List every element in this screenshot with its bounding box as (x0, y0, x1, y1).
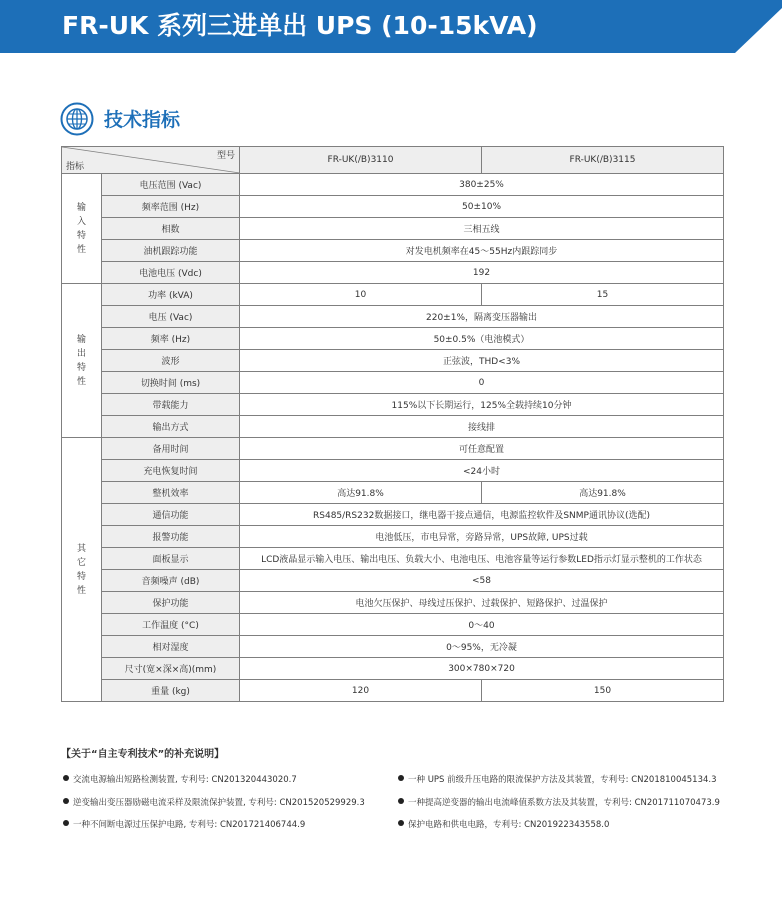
model-header: FR-UK(/B)3110 (240, 147, 482, 174)
spec-table (61, 146, 724, 702)
table-row (62, 262, 724, 284)
param-name-cell: 通信功能 (102, 504, 240, 526)
table-row (62, 614, 724, 636)
table-row (62, 570, 724, 592)
value-cell: 15 (482, 284, 724, 306)
bullet-icon (398, 798, 404, 804)
value-cell: 高达91.8% (482, 482, 724, 504)
value-cell: 150 (482, 680, 724, 702)
param-name-cell: 充电恢复时间 (102, 460, 240, 482)
patent-note-text: 逆变输出变压器励磁电流采样及限流保护装置, 专利号: CN201520529929.3 (73, 798, 365, 808)
param-name-cell: 油机跟踪功能 (102, 240, 240, 262)
param-name-cell: 功率 (kVA) (102, 284, 240, 306)
table-row (62, 306, 724, 328)
table-row (62, 504, 724, 526)
table-row (62, 328, 724, 350)
patent-note (63, 796, 365, 808)
table-row (62, 196, 724, 218)
param-name-cell: 尺寸(宽×深×高)(mm) (102, 658, 240, 680)
table-header-row (62, 147, 724, 174)
value-cell: 120 (240, 680, 482, 702)
patent-note (398, 796, 720, 808)
section-title: 技术指标 (104, 109, 181, 131)
value-cell: 对发电机频率在45～55Hz内跟踪同步 (240, 240, 724, 262)
table-row (62, 680, 724, 702)
value-cell: 高达91.8% (240, 482, 482, 504)
group-label-cell (62, 438, 102, 702)
param-name-cell: 音频噪声 (dB) (102, 570, 240, 592)
patent-note-text: 一种 UPS 前级升压电路的限流保护方法及其装置，专利号: CN201810045134.3 (408, 775, 717, 785)
value-cell: 10 (240, 284, 482, 306)
table-row (62, 548, 724, 570)
patent-note (398, 818, 609, 830)
patent-note (398, 773, 717, 785)
table-row (62, 482, 724, 504)
param-name-cell: 保护功能 (102, 592, 240, 614)
notes-title: 【关于“自主专利技术”的补充说明】 (61, 749, 225, 760)
value-cell: 192 (240, 262, 724, 284)
param-name-cell: 备用时间 (102, 438, 240, 460)
group-label-cell (62, 284, 102, 438)
param-name-cell: 电压范围 (Vac) (102, 174, 240, 196)
param-name-cell: 面板显示 (102, 548, 240, 570)
value-cell: 正弦波，THD<3% (240, 350, 724, 372)
table-row (62, 526, 724, 548)
value-cell: 220±1%，隔离变压器输出 (240, 306, 724, 328)
group-label: 输出特性 (76, 334, 86, 387)
param-name-cell: 整机效率 (102, 482, 240, 504)
table-row (62, 372, 724, 394)
group-label: 输入特性 (76, 202, 86, 255)
bullet-icon (63, 820, 69, 826)
param-name-cell: 相数 (102, 218, 240, 240)
param-name-cell: 频率范围 (Hz) (102, 196, 240, 218)
param-name-cell: 带载能力 (102, 394, 240, 416)
patent-note (63, 818, 305, 830)
value-cell: 0～40 (240, 614, 724, 636)
param-name-cell: 波形 (102, 350, 240, 372)
value-cell: <24小时 (240, 460, 724, 482)
value-cell: 可任意配置 (240, 438, 724, 460)
table-row (62, 394, 724, 416)
value-cell: 50±10% (240, 196, 724, 218)
value-cell: 50±0.5%（电池模式） (240, 328, 724, 350)
value-cell: 接线排 (240, 416, 724, 438)
value-cell: 115%以下长期运行，125%全载持续10分钟 (240, 394, 724, 416)
patent-note-text: 交流电源输出短路检测装置, 专利号: CN201320443020.7 (73, 775, 297, 785)
group-label-cell (62, 174, 102, 284)
value-cell: 电池欠压保护、母线过压保护、过载保护、短路保护、过温保护 (240, 592, 724, 614)
corner-model-label: 型号 (216, 151, 235, 161)
value-cell: 0～95%，无冷凝 (240, 636, 724, 658)
bullet-icon (398, 820, 404, 826)
table-row (62, 416, 724, 438)
table-row (62, 658, 724, 680)
table-row (62, 636, 724, 658)
bullet-icon (63, 798, 69, 804)
value-cell: 电池低压，市电异常，旁路异常，UPS故障, UPS过载 (240, 526, 724, 548)
group-label: 其它特性 (76, 543, 86, 596)
param-name-cell: 切换时间 (ms) (102, 372, 240, 394)
value-cell: LCD液晶显示输入电压、输出电压、负载大小、电池电压、电池容量等运行参数LED指示灯显示整机的工作状态 (240, 548, 724, 570)
param-name-cell: 频率 (Hz) (102, 328, 240, 350)
patent-note-text: 一种提高逆变器的输出电流峰值系数方法及其装置，专利号: CN201711070473.9 (408, 798, 720, 808)
value-cell: 三相五线 (240, 218, 724, 240)
table-row (62, 438, 724, 460)
value-cell: RS485/RS232数据接口，继电器干接点通信，电源监控软件及SNMP通讯协议(选配) (240, 504, 724, 526)
param-name-cell: 电压 (Vac) (102, 306, 240, 328)
corner-index-label: 指标 (66, 162, 85, 172)
model-header: FR-UK(/B)3115 (482, 147, 724, 174)
patent-note-text: 保护电路和供电电路，专利号: CN201922343558.0 (408, 820, 610, 830)
table-row (62, 240, 724, 262)
diagonal-line (62, 147, 240, 173)
param-name-cell: 相对湿度 (102, 636, 240, 658)
patent-note-text: 一种不间断电源过压保护电路, 专利号: CN201721406744.9 (73, 820, 306, 830)
globe-icon (60, 102, 94, 136)
value-cell: 300×780×720 (240, 658, 724, 680)
value-cell: 380±25% (240, 174, 724, 196)
param-name-cell: 重量 (kg) (102, 680, 240, 702)
table-row (62, 284, 724, 306)
patent-note (63, 773, 297, 785)
bullet-icon (398, 775, 404, 781)
table-row (62, 350, 724, 372)
page-title: FR-UK 系列三进单出 UPS (10-15kVA) (62, 11, 538, 40)
header-bar (0, 0, 782, 53)
value-cell: <58 (240, 570, 724, 592)
bullet-icon (63, 775, 69, 781)
param-name-cell: 工作温度 (°C) (102, 614, 240, 636)
table-row (62, 460, 724, 482)
param-name-cell: 电池电压 (Vdc) (102, 262, 240, 284)
corner-cell (62, 147, 240, 174)
param-name-cell: 输出方式 (102, 416, 240, 438)
table-row (62, 592, 724, 614)
param-name-cell: 报警功能 (102, 526, 240, 548)
table-row (62, 174, 724, 196)
table-row (62, 218, 724, 240)
value-cell: 0 (240, 372, 724, 394)
